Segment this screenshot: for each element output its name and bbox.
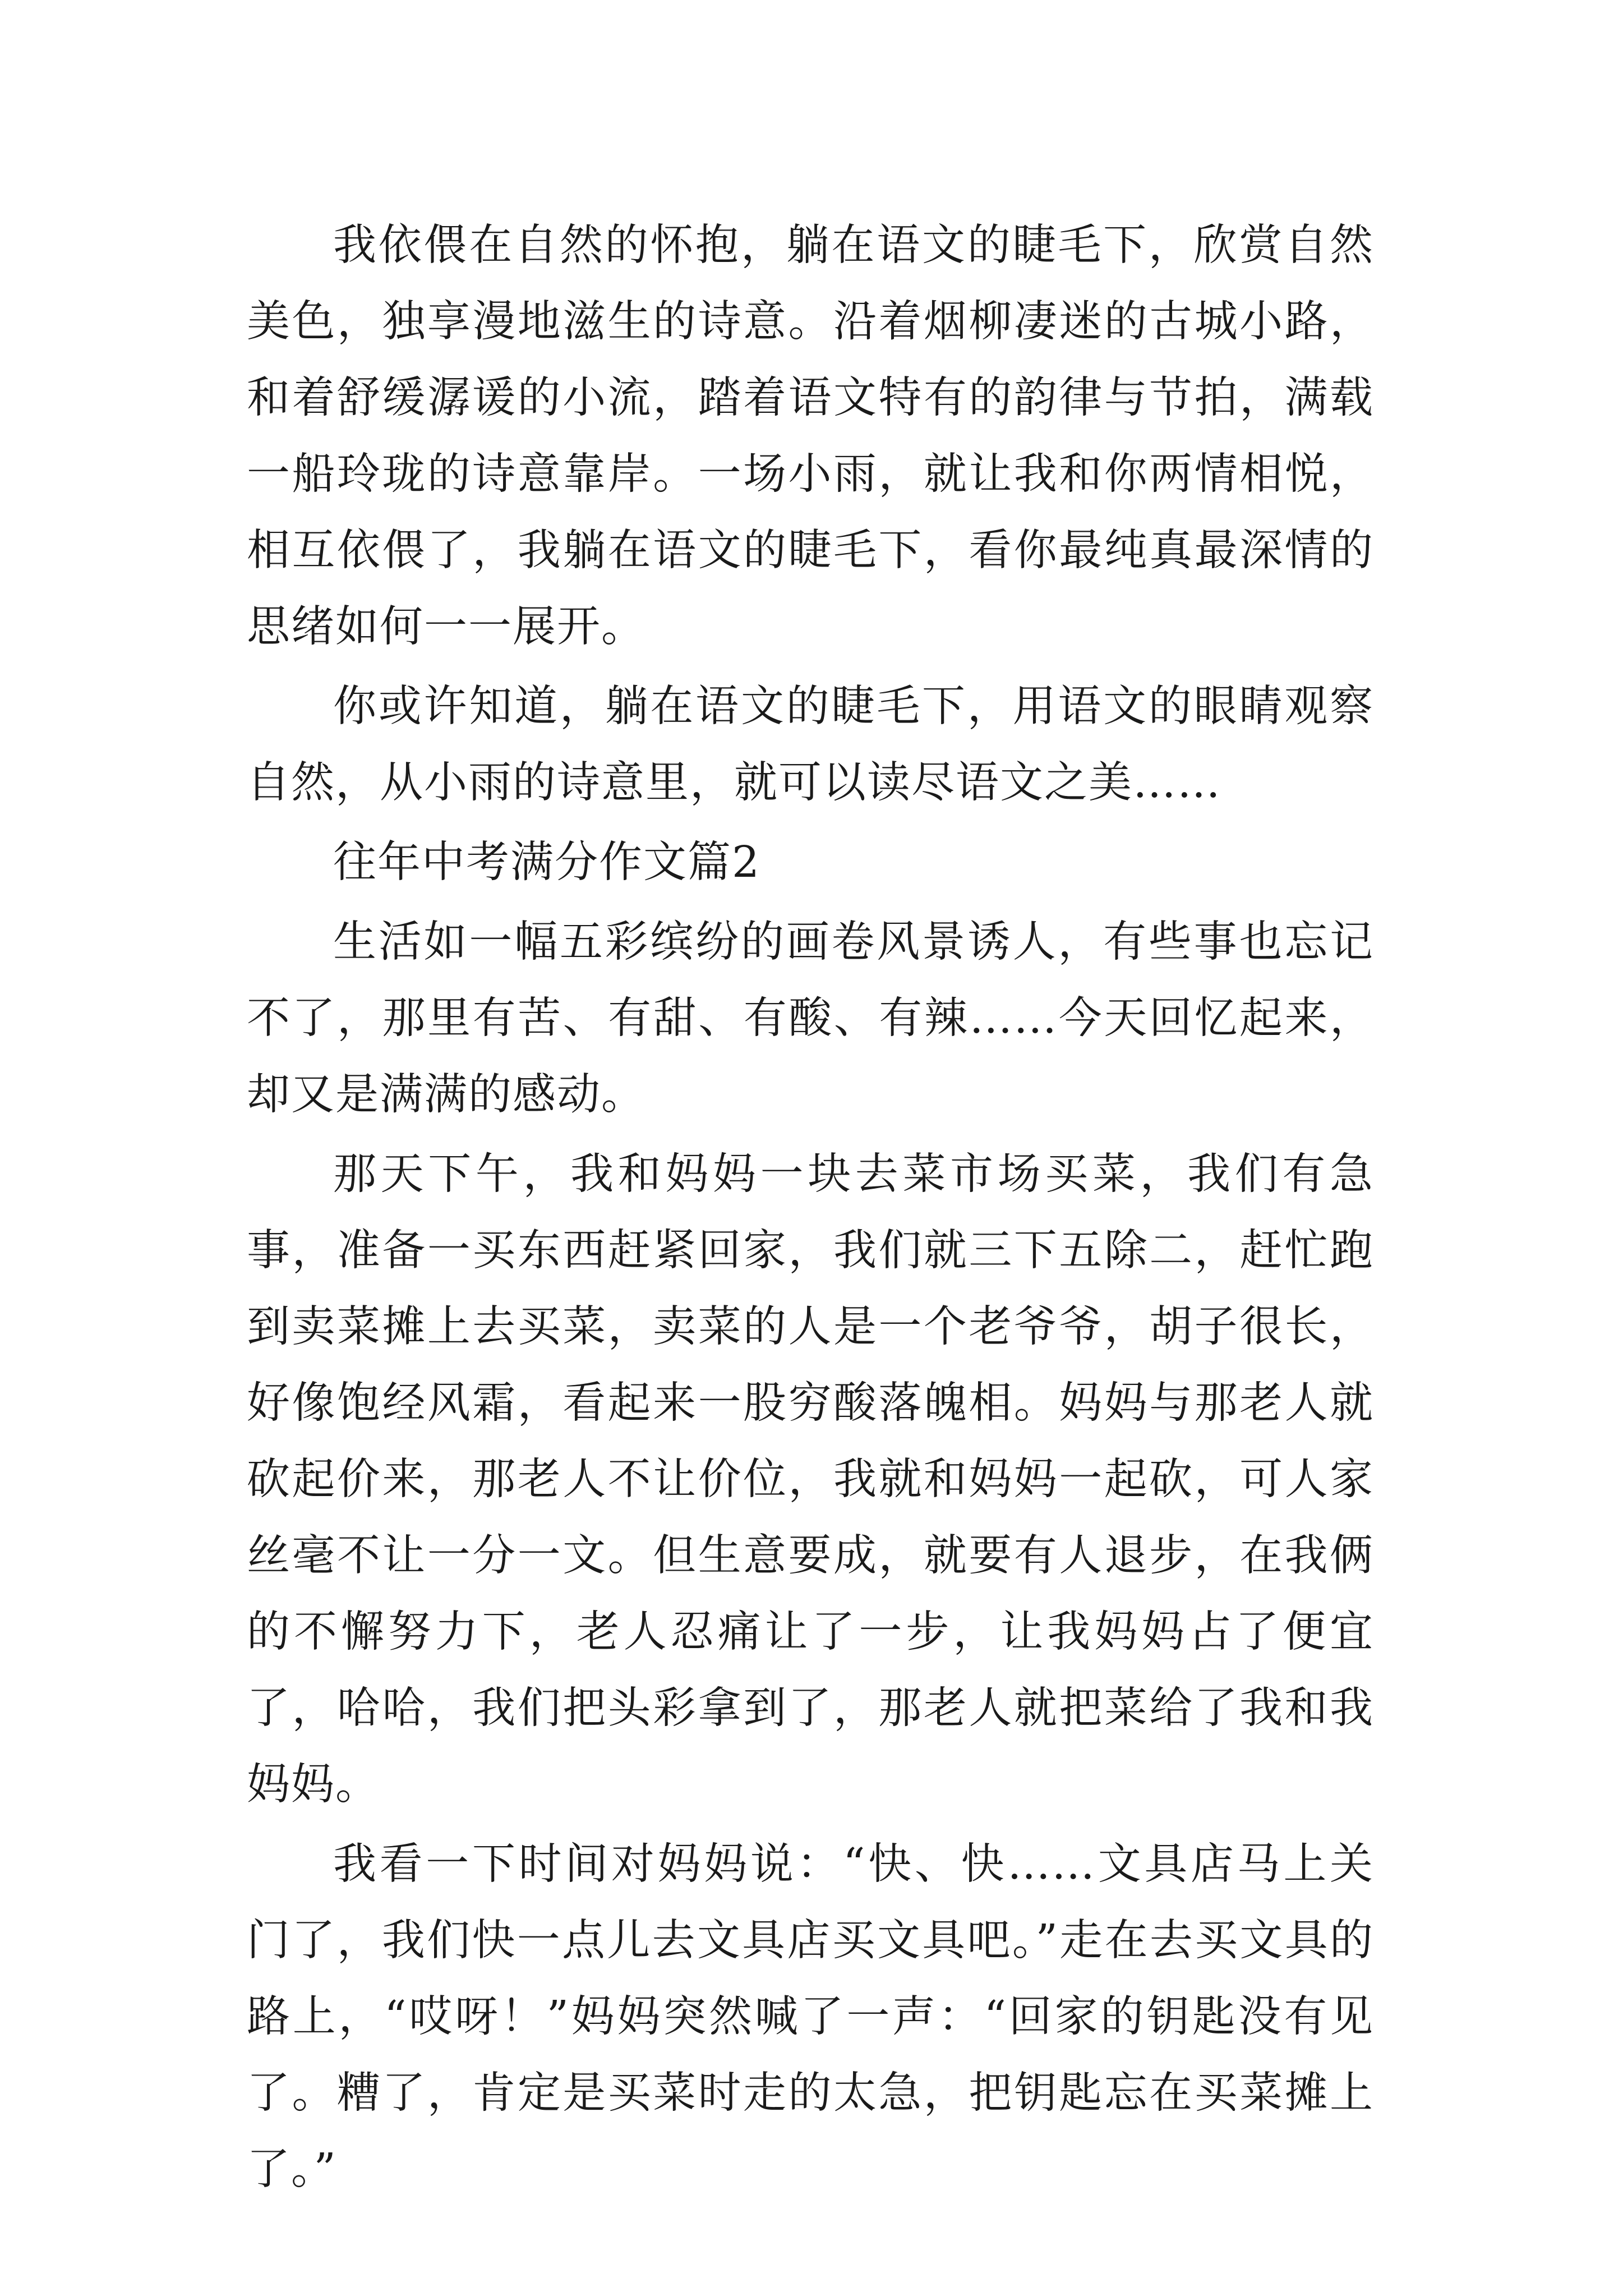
essay-heading: 往年中考满分作文篇2	[333, 838, 760, 887]
paragraph-read-beauty: 你或许知道，躺在语文的睫毛下，用语文的眼睛观察自然，从小雨的诗意里，就可以读尽语文之美……	[247, 682, 1374, 808]
paragraph-market-bargain: 那天下午，我和妈妈一块去菜市场买菜，我们有急事，准备一买东西赶紧回家，我们就三下五除二，赶忙跑到卖菜摊上去买菜，卖菜的人是一个老爷爷，胡子很长，好像饱经风霜，看起来一股穷酸落魄相。妈妈与那老人就砍起价来，那老人不让价位，我就和妈妈一起砍，可人家丝毫不让一分一文。但生意要成，就要有人退步，在我俩的不懈努力下，老人忍痛让了一步，让我妈妈占了便宜了，哈哈，我们把头彩拿到了，那老人就把菜给了我和我妈妈。	[247, 1149, 1374, 1810]
paragraph-life-scroll: 生活如一幅五彩缤纷的画卷风景诱人，有些事也忘记不了，那里有苦、有甜、有酸、有辣……今天回忆起来，却又是满满的感动。	[247, 917, 1374, 1120]
paragraph-lost-key: 我看一下时间对妈妈说：“快、快……文具店马上关门了，我们快一点儿去文具店买文具吧。”走在去买文具的路上，“哎呀！”妈妈突然喊了一声：“回家的钥匙没有见了。糟了，肯定是买菜时走的太急，把钥匙忘在买菜摊上了。”	[247, 1839, 1374, 2194]
paragraph-nature-poetry: 我依偎在自然的怀抱，躺在语文的睫毛下，欣赏自然美色，独享漫地滋生的诗意。沿着烟柳凄迷的古城小路，和着舒缓潺谖的小流，踏着语文特有的韵律与节拍，满载一船玲珑的诗意靠岸。一场小雨，就让我和你两情相悦，相互依偎了，我躺在语文的睫毛下，看你最纯真最深情的思绪如何一一展开。	[247, 220, 1374, 652]
document-body	[247, 208, 1374, 2211]
